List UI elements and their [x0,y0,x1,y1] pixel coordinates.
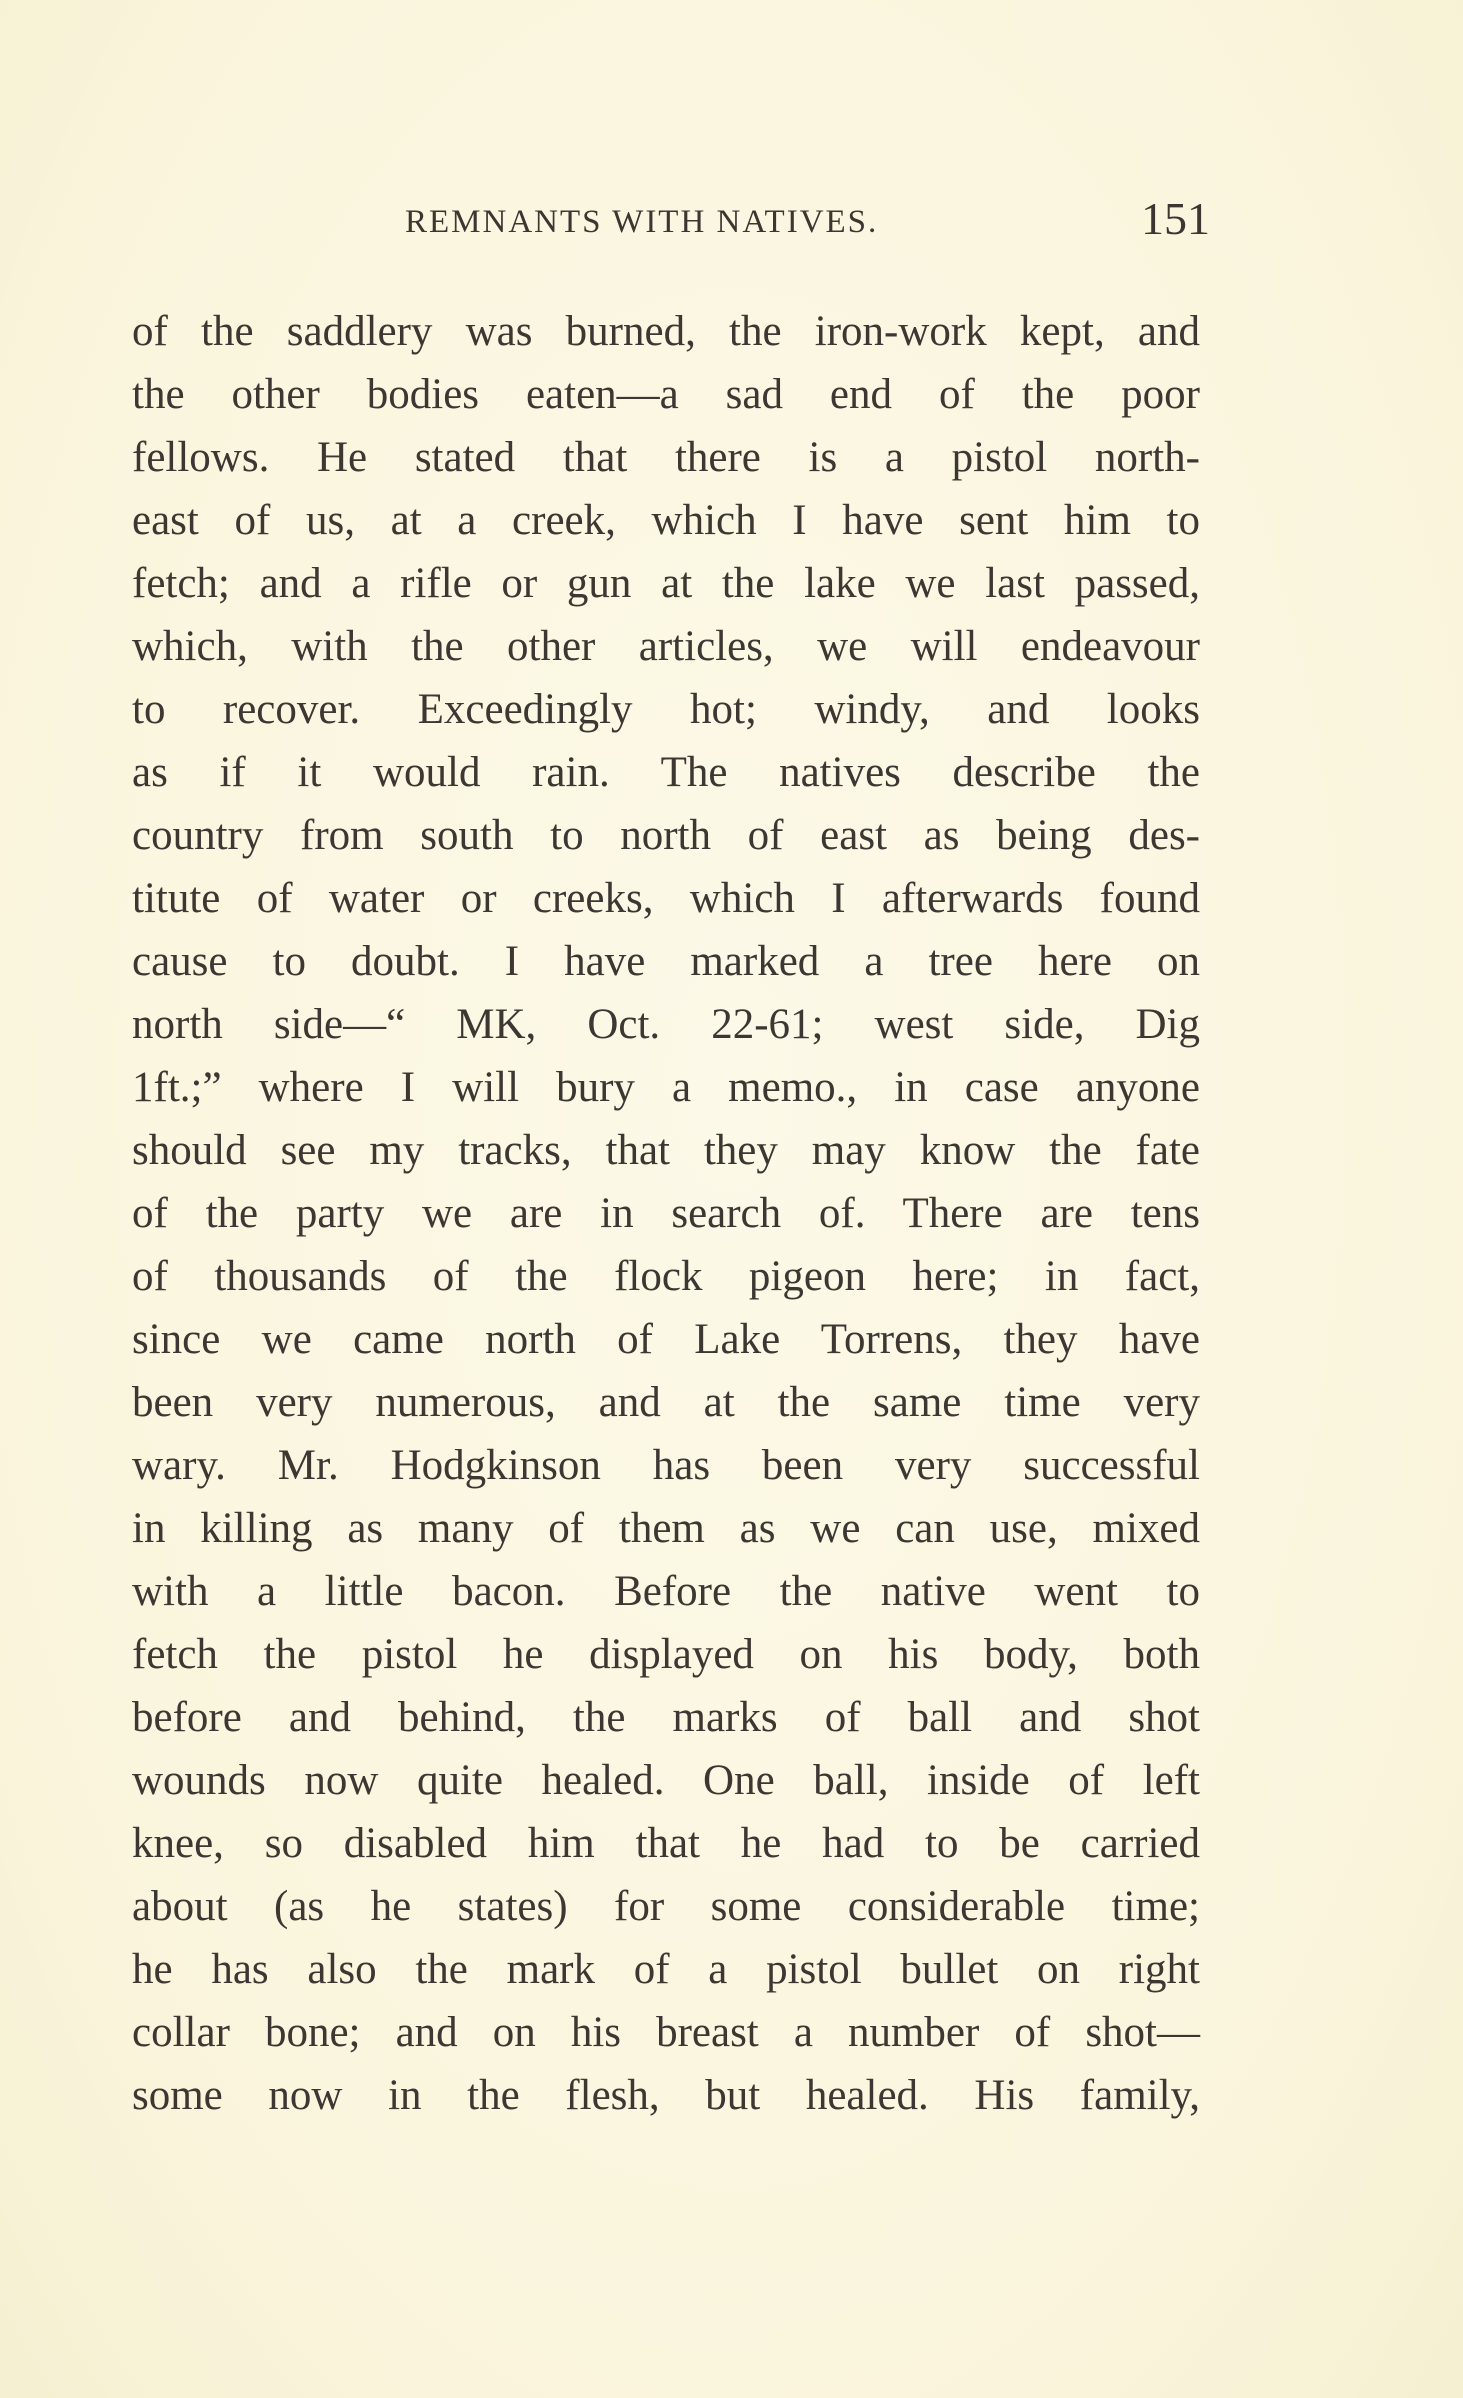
page-number: 151 [1141,193,1210,244]
text-line: 1ft.;” where I will bury a memo., in case anyone [132,1064,1200,1111]
text-line: cause to doubt. I have marked a tree here on [132,938,1200,985]
text-line: of thousands of the flock pigeon here; in fact, [132,1253,1200,1300]
text-line: should see my tracks, that they may know the fate [132,1127,1200,1174]
text-line: north side—“ MK, Oct. 22-61; west side, Dig [132,1001,1200,1048]
text-line: which, with the other articles, we will endeavour [132,623,1200,670]
text-line: wary. Mr. Hodgkinson has been very successful [132,1442,1200,1489]
text-line: of the saddlery was burned, the iron-work kept, and [132,308,1200,355]
text-line: as if it would rain. The natives describe the [132,749,1200,796]
text-line: fetch; and a rifle or gun at the lake we last passed, [132,560,1200,607]
text-line: east of us, at a creek, which I have sent him to [132,497,1200,544]
text-line: titute of water or creeks, which I afterwards found [132,875,1200,922]
text-line: about (as he states) for some considerable time; [132,1883,1200,1930]
text-line: before and behind, the marks of ball and shot [132,1694,1200,1741]
text-line: fetch the pistol he displayed on his body, both [132,1631,1200,1678]
text-line: to recover. Exceedingly hot; windy, and looks [132,686,1200,733]
running-head [120,192,1210,252]
running-title: REMNANTS WITH NATIVES. [405,204,879,240]
text-line: in killing as many of them as we can use, mixed [132,1505,1200,1552]
text-line: some now in the flesh, but healed. His family, [132,2072,1200,2119]
text-line: he has also the mark of a pistol bullet on right [132,1946,1200,1993]
text-line: with a little bacon. Before the native went to [132,1568,1200,1615]
text-line: wounds now quite healed. One ball, inside of left [132,1757,1200,1804]
text-line: the other bodies eaten—a sad end of the poor [132,371,1200,418]
text-line: fellows. He stated that there is a pistol north- [132,434,1200,481]
text-line: collar bone; and on his breast a number of shot— [132,2009,1200,2056]
text-line: since we came north of Lake Torrens, they have [132,1316,1200,1363]
body-text [132,300,1200,2127]
text-line: country from south to north of east as being des- [132,812,1200,859]
text-line: been very numerous, and at the same time very [132,1379,1200,1426]
text-line: of the party we are in search of. There are tens [132,1190,1200,1237]
text-line: knee, so disabled him that he had to be carried [132,1820,1200,1867]
